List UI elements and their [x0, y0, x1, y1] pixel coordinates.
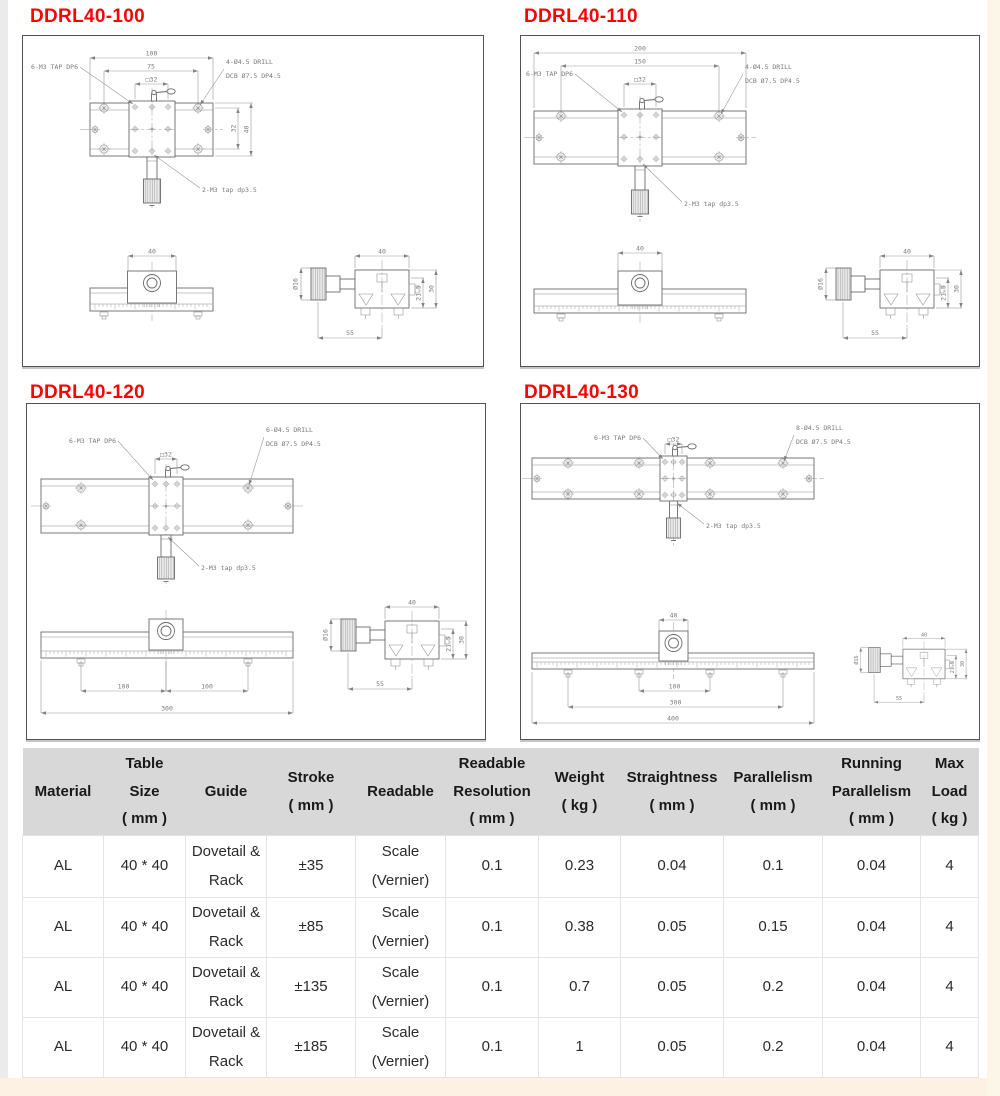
column-header: Max Load ( kg ) — [921, 748, 979, 836]
svg-text:2-M3 tap dp3.5: 2-M3 tap dp3.5 — [202, 186, 257, 194]
column-header: Table Size ( mm ) — [104, 748, 186, 836]
svg-text:21.5: 21.5 — [444, 636, 453, 652]
spec-cell: Dovetail & Rack — [186, 958, 267, 1018]
column-header: Stroke ( mm ) — [267, 748, 356, 836]
svg-text:2-M3 tap dp3.5: 2-M3 tap dp3.5 — [201, 564, 256, 572]
bottom-margin-strip — [0, 1078, 987, 1096]
spec-row — [23, 958, 979, 1018]
front-view — [41, 610, 293, 715]
spec-cell: Scale (Vernier) — [356, 1018, 446, 1078]
svg-text:40: 40 — [242, 125, 251, 134]
svg-text:40: 40 — [903, 247, 911, 256]
spec-cell: 0.7 — [539, 958, 621, 1018]
svg-text:6-M3 TAP DP6: 6-M3 TAP DP6 — [31, 63, 78, 71]
front-view — [90, 248, 213, 322]
spec-cell: Dovetail & Rack — [186, 836, 267, 898]
column-header: Parallelism ( mm ) — [724, 748, 823, 836]
svg-text:4-Ø4.5 DRILL: 4-Ø4.5 DRILL — [745, 63, 792, 71]
spec-row — [23, 898, 979, 958]
svg-text:40: 40 — [636, 244, 644, 253]
spec-cell: 0.2 — [724, 958, 823, 1018]
svg-text:40: 40 — [148, 247, 156, 256]
svg-text:400: 400 — [667, 714, 679, 723]
svg-text:100: 100 — [201, 682, 213, 691]
svg-text:2-M3 tap dp3.5: 2-M3 tap dp3.5 — [684, 200, 739, 208]
panel-title-ddrl40-130: DDRL40-130 — [524, 382, 639, 403]
spec-cell: Dovetail & Rack — [186, 1018, 267, 1078]
svg-text:21.5: 21.5 — [950, 661, 957, 674]
technical-drawing-ddrl40-110 — [521, 36, 979, 366]
svg-text:30: 30 — [457, 636, 466, 644]
svg-text:□32: □32 — [667, 435, 680, 444]
spec-cell: ±85 — [267, 898, 356, 958]
spec-cell: ±35 — [267, 836, 356, 898]
svg-text:DCB Ø7.5 DP4.5: DCB Ø7.5 DP4.5 — [796, 438, 851, 446]
spec-cell: AL — [23, 958, 104, 1018]
spec-cell: 0.1 — [446, 898, 539, 958]
svg-text:30: 30 — [960, 660, 967, 668]
svg-text:55: 55 — [871, 329, 879, 337]
panel-title-ddrl40-120: DDRL40-120 — [30, 382, 145, 403]
left-margin-strip — [0, 0, 8, 1078]
spec-cell: 4 — [921, 898, 979, 958]
spec-cell: 0.1 — [446, 958, 539, 1018]
plan-view — [524, 45, 800, 223]
column-header: Straightness ( mm ) — [621, 748, 724, 836]
svg-text:6-M3 TAP DP6: 6-M3 TAP DP6 — [594, 434, 641, 442]
side-view — [853, 632, 967, 703]
svg-text:DCB Ø7.5 DP4.5: DCB Ø7.5 DP4.5 — [226, 72, 281, 80]
svg-text:21.5: 21.5 — [939, 285, 948, 301]
drawing-panel-ddrl40-100 — [22, 35, 484, 367]
spec-cell: Scale (Vernier) — [356, 958, 446, 1018]
spec-cell: 40 * 40 — [104, 958, 186, 1018]
spec-cell: 0.38 — [539, 898, 621, 958]
spec-row — [23, 1018, 979, 1078]
spec-cell: 0.05 — [621, 958, 724, 1018]
column-header: Running Parallelism ( mm ) — [823, 748, 921, 836]
svg-text:55: 55 — [895, 695, 903, 702]
svg-text:21.5: 21.5 — [414, 285, 423, 301]
spec-cell: 0.04 — [823, 1018, 921, 1078]
svg-text:75: 75 — [147, 62, 155, 71]
spec-cell: 40 * 40 — [104, 836, 186, 898]
plan-view — [31, 426, 321, 587]
svg-text:30: 30 — [952, 285, 961, 293]
plan-view — [31, 50, 281, 212]
technical-drawing-ddrl40-120 — [27, 404, 485, 739]
spec-cell: Scale (Vernier) — [356, 898, 446, 958]
side-view — [817, 248, 963, 340]
plan-view — [522, 424, 851, 546]
spec-cell: 4 — [921, 1018, 979, 1078]
svg-text:8-Ø4.5 DRILL: 8-Ø4.5 DRILL — [796, 424, 843, 432]
spec-cell: AL — [23, 836, 104, 898]
drawing-panel-ddrl40-120 — [26, 403, 486, 740]
side-view — [292, 248, 438, 340]
spec-cell: 0.15 — [724, 898, 823, 958]
svg-text:Ø16: Ø16 — [291, 278, 300, 290]
spec-cell: 4 — [921, 836, 979, 898]
panel-title-ddrl40-100: DDRL40-100 — [30, 6, 145, 27]
spec-cell: Scale (Vernier) — [356, 836, 446, 898]
spec-cell: 0.04 — [823, 958, 921, 1018]
spec-cell: 0.04 — [621, 836, 724, 898]
front-view — [534, 245, 746, 324]
svg-text:200: 200 — [634, 44, 646, 53]
svg-text:Ø16: Ø16 — [816, 278, 825, 290]
spec-cell: 0.04 — [823, 898, 921, 958]
svg-text:6-Ø4.5 DRILL: 6-Ø4.5 DRILL — [266, 426, 313, 434]
spec-cell: 40 * 40 — [104, 1018, 186, 1078]
header-row — [23, 748, 979, 836]
column-header: Readable — [356, 748, 446, 836]
spec-cell: 0.1 — [446, 1018, 539, 1078]
spec-cell: 0.04 — [823, 836, 921, 898]
column-header: Material — [23, 748, 104, 836]
spec-cell: 1 — [539, 1018, 621, 1078]
spec-cell: 0.05 — [621, 898, 724, 958]
side-view — [322, 599, 468, 691]
svg-text:DCB Ø7.5 DP4.5: DCB Ø7.5 DP4.5 — [266, 440, 321, 448]
svg-text:□32: □32 — [634, 75, 646, 84]
column-header: Readable Resolution ( mm ) — [446, 748, 539, 836]
spec-cell: ±135 — [267, 958, 356, 1018]
spec-cell: 40 * 40 — [104, 898, 186, 958]
svg-text:30: 30 — [427, 285, 436, 293]
svg-text:100: 100 — [145, 49, 158, 58]
column-header: Weight ( kg ) — [539, 748, 621, 836]
svg-text:6-M3 TAP DP6: 6-M3 TAP DP6 — [526, 70, 573, 78]
technical-drawing-ddrl40-130 — [521, 404, 979, 739]
front-view — [532, 612, 814, 725]
spec-cell: 0.23 — [539, 836, 621, 898]
svg-text:100: 100 — [117, 682, 130, 691]
svg-text:55: 55 — [376, 680, 384, 688]
spec-cell: AL — [23, 898, 104, 958]
svg-text:Ø16: Ø16 — [854, 655, 861, 665]
svg-text:DCB Ø7.5 DP4.5: DCB Ø7.5 DP4.5 — [745, 77, 800, 85]
drawing-panel-ddrl40-130 — [520, 403, 980, 740]
spec-cell: 0.05 — [621, 1018, 724, 1078]
svg-text:40: 40 — [408, 598, 416, 607]
spec-cell: 0.2 — [724, 1018, 823, 1078]
svg-text:32: 32 — [229, 124, 238, 133]
svg-text:40: 40 — [669, 611, 678, 620]
svg-text:150: 150 — [634, 57, 646, 66]
svg-text:□32: □32 — [145, 75, 158, 84]
spec-cell: 0.1 — [724, 836, 823, 898]
spec-row — [23, 836, 979, 898]
spec-table — [22, 748, 979, 1078]
right-margin-strip — [987, 0, 1000, 1096]
svg-text:2-M3 tap dp3.5: 2-M3 tap dp3.5 — [706, 522, 761, 530]
drawing-panel-ddrl40-110 — [520, 35, 980, 367]
svg-text:4-Ø4.5 DRILL: 4-Ø4.5 DRILL — [226, 58, 273, 66]
column-header: Guide — [186, 748, 267, 836]
spec-cell: AL — [23, 1018, 104, 1078]
panel-title-ddrl40-110: DDRL40-110 — [524, 6, 638, 27]
spec-cell: 0.1 — [446, 836, 539, 898]
svg-text:□32: □32 — [160, 450, 172, 459]
spec-cell: Dovetail & Rack — [186, 898, 267, 958]
svg-text:300: 300 — [669, 698, 682, 707]
svg-text:40: 40 — [920, 632, 928, 639]
svg-text:6-M3 TAP DP6: 6-M3 TAP DP6 — [69, 437, 116, 445]
svg-text:55: 55 — [346, 329, 354, 337]
spec-cell: 4 — [921, 958, 979, 1018]
svg-text:100: 100 — [668, 682, 681, 691]
spec-cell: ±185 — [267, 1018, 356, 1078]
svg-text:Ø16: Ø16 — [321, 629, 330, 641]
technical-drawing-ddrl40-100 — [23, 36, 483, 366]
svg-text:40: 40 — [378, 247, 386, 256]
svg-text:300: 300 — [161, 704, 173, 713]
